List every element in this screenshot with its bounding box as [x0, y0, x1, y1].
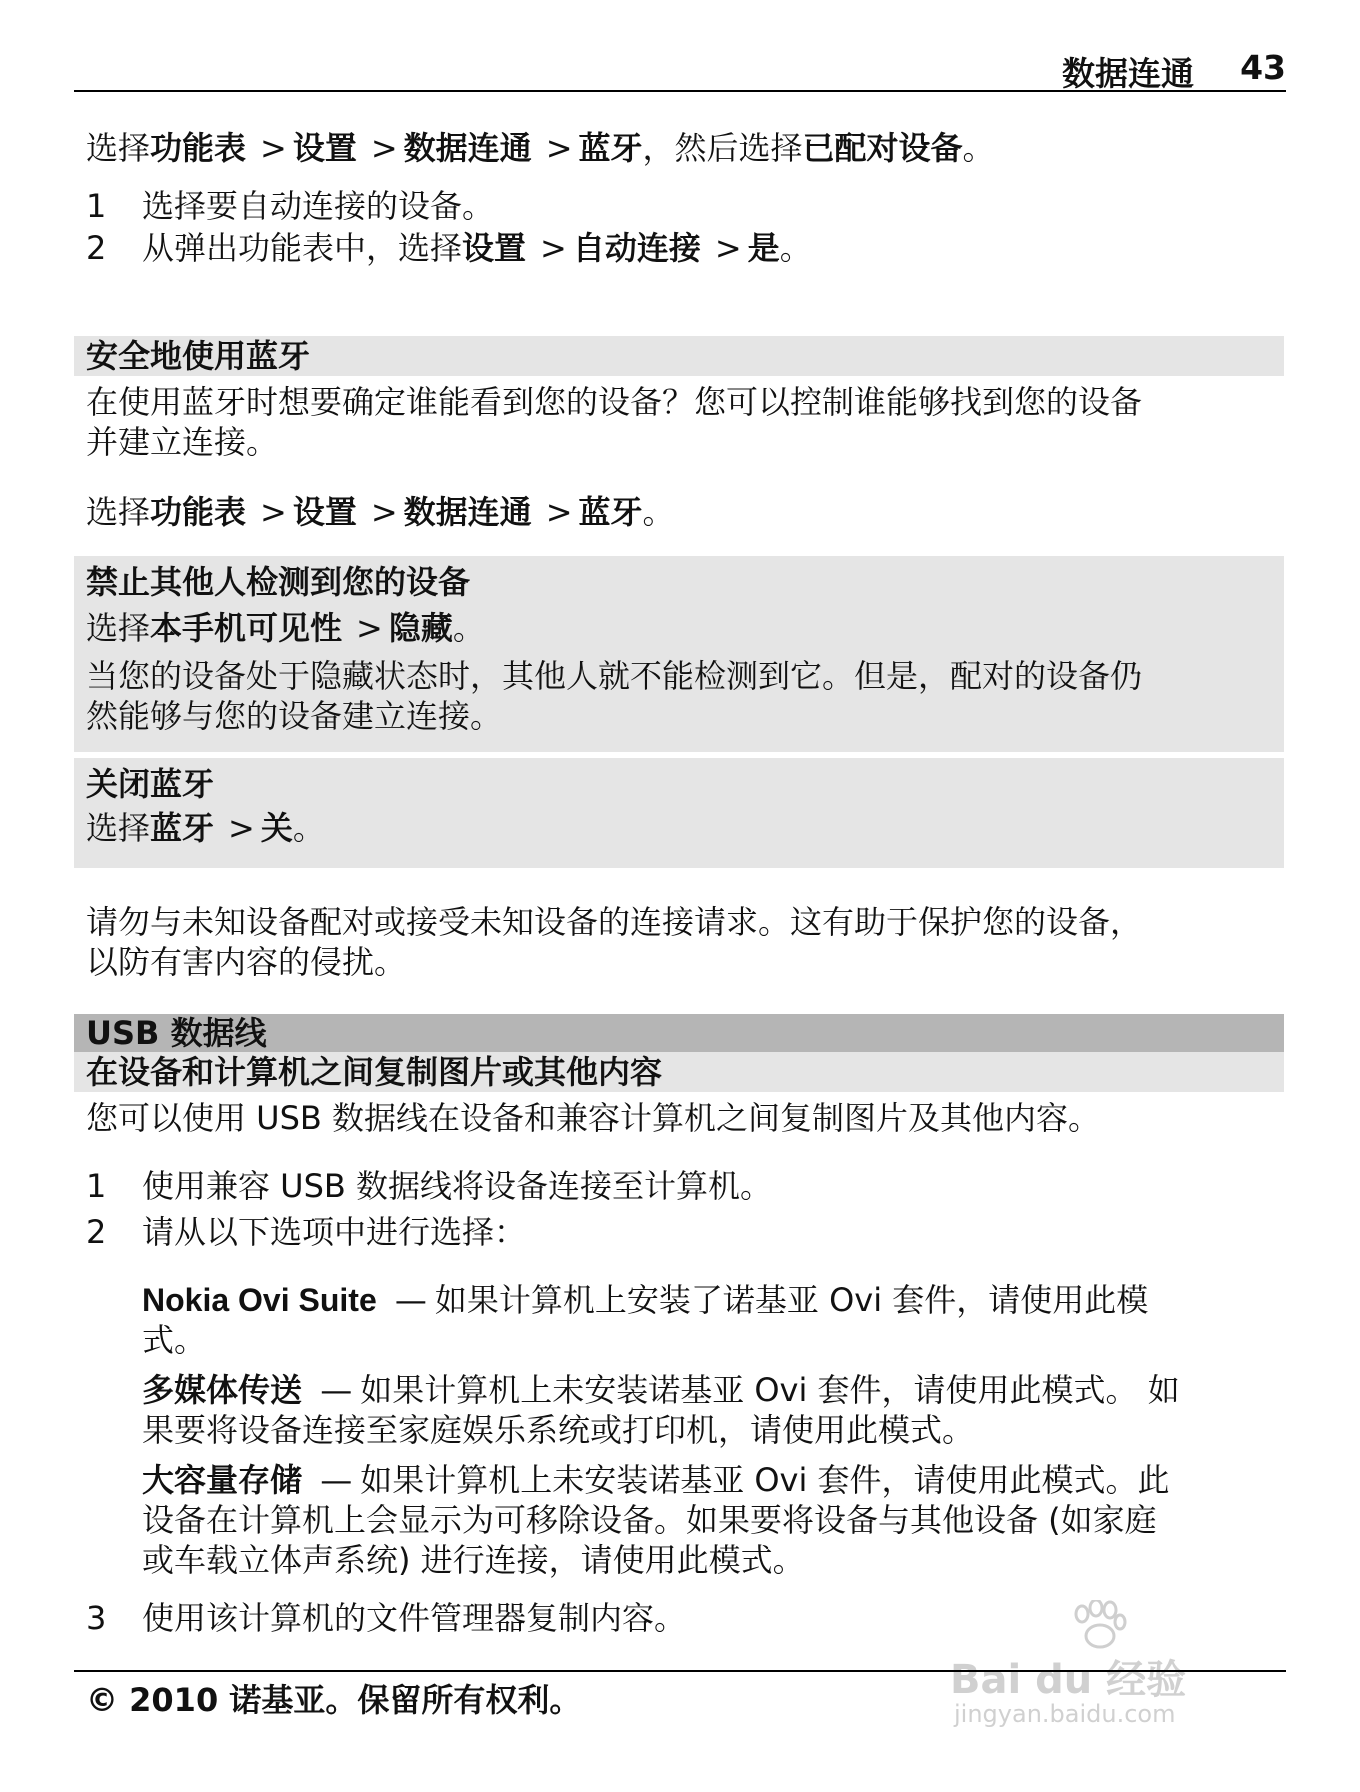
path-separator: > [714, 229, 742, 267]
punctuation: 。 [779, 229, 812, 267]
paw-icon [1070, 1600, 1130, 1650]
tip-title: 禁止其他人检测到您的设备 [86, 563, 471, 601]
option-line [142, 1280, 1282, 1320]
option-dash: — [394, 1281, 427, 1319]
option-line [142, 1370, 1282, 1410]
step-number: 3 [86, 1599, 107, 1637]
step-number: 2 [86, 1213, 107, 1251]
menu-path-item: 设置 [292, 493, 357, 531]
menu-path-item: 设置 [462, 229, 527, 267]
tip-description [86, 656, 1142, 736]
usb-mode-option [142, 1280, 1282, 1360]
menu-path-item: 关 [260, 809, 293, 847]
menu-path-item: 隐藏 [388, 609, 453, 647]
option-line: 果要将设备连接至家庭娱乐系统或打印机，请使用此模式。 [142, 1411, 975, 1449]
option-line: 设备在计算机上会显示为可移除设备。如果要将设备与其他设备 (如家庭 [142, 1501, 1157, 1539]
intro-prefix: 选择 [86, 129, 151, 167]
option-description: 如果计算机上安装了诺基亚 Ovi 套件，请使用此模 [434, 1281, 1149, 1319]
tip-title: 关闭蓝牙 [86, 765, 215, 803]
paragraph-line: 并建立连接。 [86, 423, 279, 461]
step-number: 2 [86, 229, 107, 267]
step-text: 使用兼容 USB 数据线将设备连接至计算机。 [142, 1167, 773, 1205]
menu-path-item: 自动连接 [572, 229, 701, 267]
menu-path-item: 数据连通 [403, 493, 532, 531]
path-separator: > [370, 493, 398, 531]
safe-bluetooth-paragraph [86, 382, 1286, 462]
chapter-title: 数据连通 [1062, 54, 1194, 93]
usb-mode-option [142, 1370, 1282, 1450]
subsection-title-copy: 在设备和计算机之间复制图片或其他内容 [74, 1052, 1284, 1092]
punctuation: 。 [292, 809, 325, 847]
menu-path-item: 设置 [292, 129, 357, 167]
option-description: 如果计算机上未安装诺基亚 Ovi 套件，请使用此模式。 如 [360, 1371, 1180, 1409]
tip-instruction [86, 608, 485, 648]
path-separator: > [370, 129, 398, 167]
menu-path-item: 是 [747, 229, 780, 267]
path-separator: > [545, 493, 573, 531]
warning-paragraph [86, 902, 1286, 982]
usb-intro: 您可以使用 USB 数据线在设备和兼容计算机之间复制图片及其他内容。 [86, 1099, 1101, 1137]
option-dash: — [320, 1461, 353, 1499]
page-number: 43 [1240, 48, 1286, 87]
option-description: 如果计算机上未安装诺基亚 Ovi 套件，请使用此模式。此 [360, 1461, 1170, 1499]
option-name: Nokia Ovi Suite [142, 1282, 377, 1318]
option-line: 式。 [142, 1321, 207, 1359]
path-separator: > [260, 129, 287, 167]
path-separator: > [228, 809, 255, 847]
paragraph-line: 在使用蓝牙时想要确定谁能看到您的设备？您可以控制谁能够找到您的设备 [86, 383, 1143, 421]
paragraph-line: 请勿与未知设备配对或接受未知设备的连接请求。这有助于保护您的设备， [86, 903, 1143, 941]
option-name: 大容量存储 [142, 1461, 303, 1499]
punctuation: 。 [452, 609, 485, 647]
paragraph-line: 然能够与您的设备建立连接。 [86, 697, 503, 735]
option-line: 或车载立体声系统) 进行连接，请使用此模式。 [142, 1541, 805, 1579]
step-number: 1 [86, 1167, 107, 1205]
watermark-brand: Bai du 经验 [950, 1657, 1187, 1703]
section-title-usb: USB 数据线 [74, 1014, 1284, 1052]
menu-path-item: 功能表 [150, 493, 247, 531]
step-number: 1 [86, 187, 107, 225]
list-item [86, 186, 494, 226]
step-text: 请从以下选项中进行选择： [142, 1213, 527, 1251]
paragraph-line: 以防有害内容的侵扰。 [86, 943, 407, 981]
intro-suffix: ，然后选择 [642, 129, 803, 167]
page-header [74, 48, 1286, 92]
menu-path-item: 功能表 [150, 129, 247, 167]
safe-bluetooth-instruction [86, 492, 675, 532]
paragraph-line: 当您的设备处于隐藏状态时，其他人就不能检测到它。但是，配对的设备仍 [86, 657, 1143, 695]
option-name: 多媒体传送 [142, 1371, 303, 1409]
section-title-safe-bluetooth: 安全地使用蓝牙 [74, 336, 1284, 376]
watermark-url: jingyan.baidu.com [954, 1700, 1176, 1728]
menu-path-item: 蓝牙 [578, 129, 643, 167]
option-line [142, 1460, 1282, 1500]
path-separator: > [540, 229, 567, 267]
tip-box-bluetooth-off [74, 758, 1284, 868]
menu-path-item: 蓝牙 [578, 493, 643, 531]
list-item [86, 1598, 686, 1638]
baidu-watermark [950, 1600, 1270, 1730]
list-item [86, 1212, 526, 1252]
footer-divider [74, 1670, 1286, 1672]
copyright-footer: © 2010 诺基亚。保留所有权利。 [86, 1681, 582, 1719]
menu-path-item: 蓝牙 [150, 809, 215, 847]
path-separator: > [260, 493, 287, 531]
tip-box-hide-device [74, 556, 1284, 752]
step-text: 选择要自动连接的设备。 [142, 187, 495, 225]
menu-path-item: 数据连通 [403, 129, 532, 167]
step-text: 使用该计算机的文件管理器复制内容。 [142, 1599, 687, 1637]
instruction-prefix: 选择 [86, 493, 151, 531]
usb-mode-option [142, 1460, 1282, 1580]
tip-instruction [86, 808, 325, 848]
list-item [86, 1166, 772, 1206]
instruction-prefix: 选择 [86, 809, 151, 847]
path-separator: > [356, 609, 383, 647]
punctuation: 。 [962, 129, 995, 167]
path-separator: > [545, 129, 573, 167]
option-dash: — [320, 1371, 353, 1409]
step-text: 从弹出功能表中，选择 [142, 229, 463, 267]
menu-path-item: 本手机可见性 [150, 609, 343, 647]
instruction-prefix: 选择 [86, 609, 151, 647]
intro-instruction [86, 128, 995, 168]
list-item [86, 228, 812, 268]
menu-path-item: 已配对设备 [802, 129, 963, 167]
punctuation: 。 [642, 493, 675, 531]
